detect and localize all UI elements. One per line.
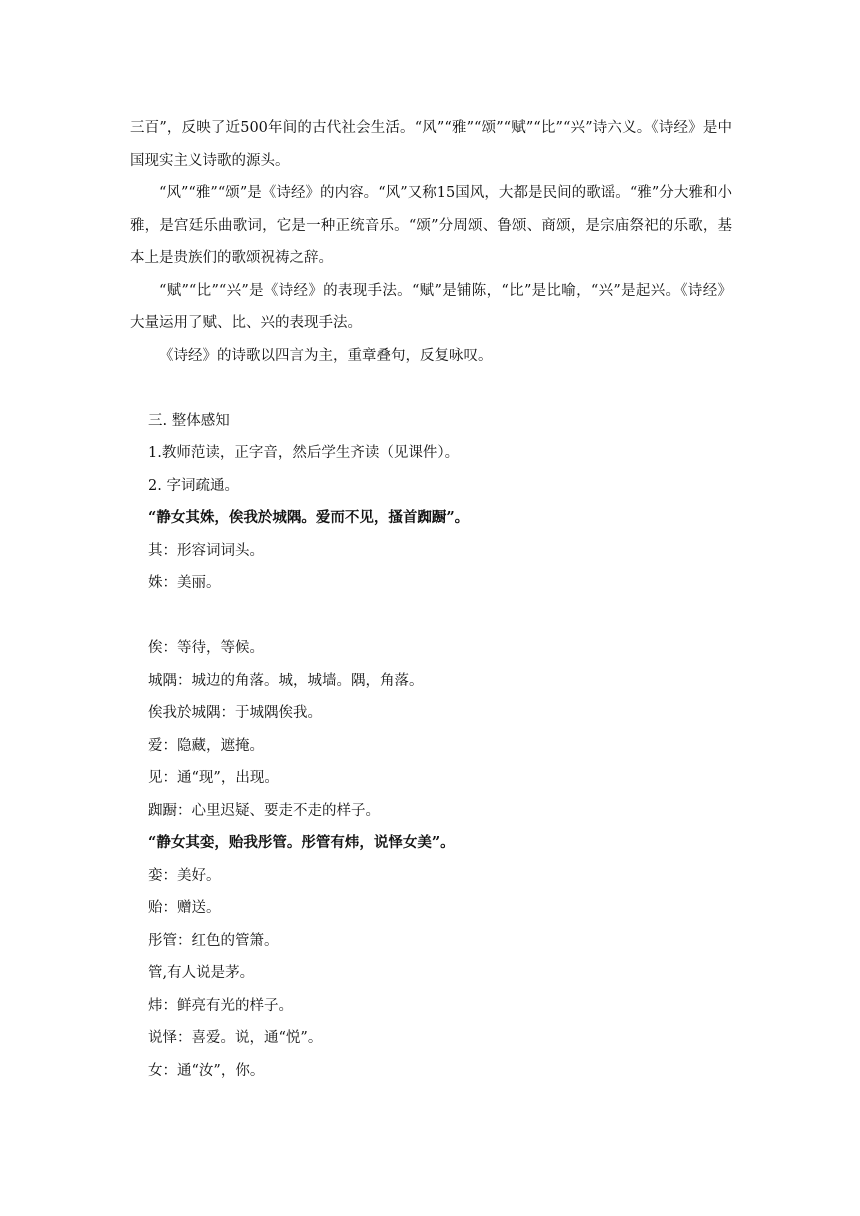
- word-note: 姝：美丽。: [148, 575, 221, 591]
- paragraph-content: “风”“雅”“颂”是《诗经》的内容。“风”又称15国风，大都是民间的歌谣。“雅”分大雅和小雅，是宫廷乐曲歌词，它是一种正统音乐。“颂”分周颂、鲁颂、商颂，是宗庙祭祀的乐歌，基本上是贵族们的歌颂祝祷之辞。: [130, 185, 732, 266]
- word-note: 俟：等待，等候。: [148, 640, 264, 656]
- step-vocabulary: 2. 字词疏通。: [148, 477, 239, 494]
- step-read-aloud: 1.教师范读，正字音，然后学生齐读（见课件）。: [148, 445, 460, 461]
- word-note: 其：形容词词头。: [148, 542, 264, 559]
- word-note: 彤管：红色的管箫。: [148, 932, 279, 949]
- word-note: 见：通“现”，出现。: [148, 770, 279, 786]
- word-note: 贻：赠送。: [148, 900, 221, 916]
- poem-quote-stanza-1: “静女其姝，俟我於城隅。爱而不见，搔首踟蹰”。: [148, 509, 470, 526]
- word-note: 管,有人说是茅。: [148, 965, 255, 981]
- word-note: 说怿：喜爱。说，通“悦”。: [148, 1030, 323, 1046]
- word-note: 炜：鲜亮有光的样子。: [148, 997, 293, 1014]
- paragraph-form: 《诗经》的诗歌以四言为主，重章叠句，反复咏叹。: [159, 347, 493, 364]
- blank-line: [130, 600, 732, 633]
- word-note: 女：通“汝”，你。: [148, 1062, 265, 1079]
- poem-quote-stanza-2: “静女其娈，贻我彤管。彤管有炜，说怿女美”。: [148, 834, 455, 851]
- word-note: 踟蹰：心里迟疑、要走不走的样子。: [148, 802, 380, 819]
- word-note: 俟我於城隅：于城隅俟我。: [148, 705, 322, 721]
- paragraph-techniques: “赋”“比”“兴”是《诗经》的表现手法。“赋”是铺陈，“比”是比喻，“兴”是起兴。《诗经》大量运用了赋、比、兴的表现手法。: [130, 282, 732, 331]
- word-note: 娈：美好。: [148, 867, 221, 884]
- word-note: 城隅：城边的角落。城，城墙。隅，角落。: [148, 672, 424, 689]
- word-note: 爱：隐藏，遮掩。: [148, 737, 264, 754]
- paragraph-intro: 三百”，反映了近500年间的古代社会生活。“风”“雅”“颂”“赋”“比”“兴”诗六义。《诗经》是中国现实主义诗歌的源头。: [130, 120, 732, 169]
- blank-line: [130, 372, 732, 405]
- section-heading: 三. 整体感知: [148, 412, 230, 429]
- document-body: [130, 112, 732, 1087]
